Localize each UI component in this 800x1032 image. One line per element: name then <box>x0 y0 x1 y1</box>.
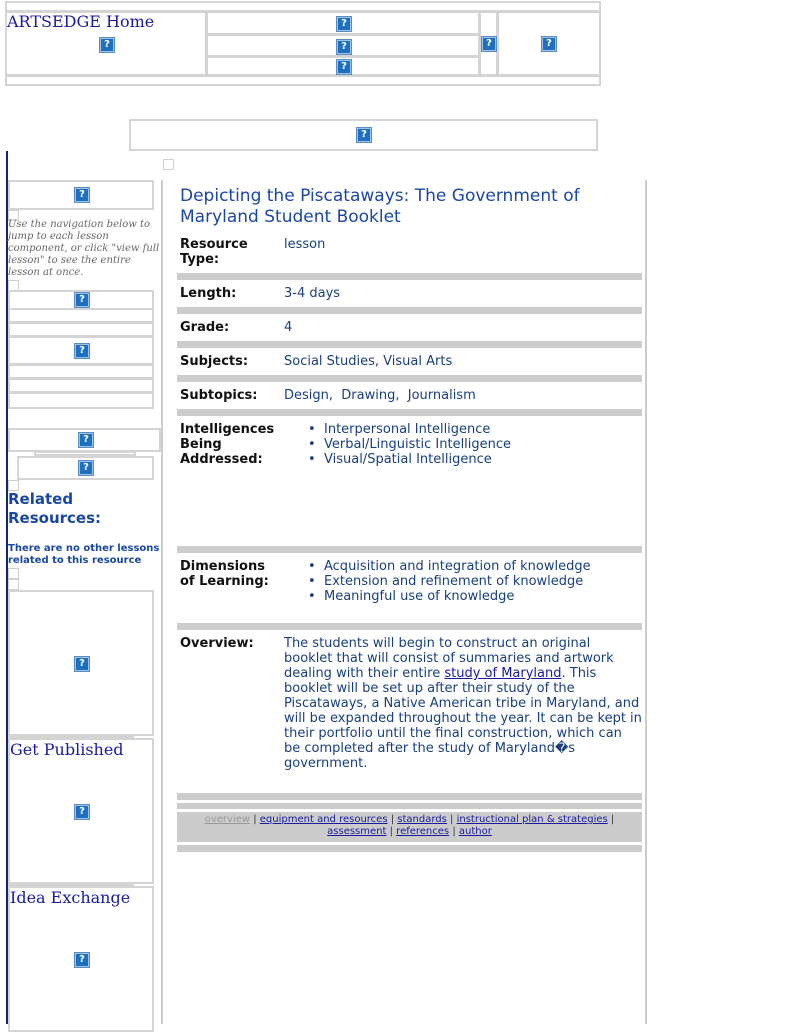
get-published-link[interactable]: Get Published <box>10 740 124 759</box>
view-full-lesson-icon[interactable]: ? <box>75 188 89 202</box>
sidebar-button-icon-2[interactable]: ? <box>79 461 93 475</box>
sidebar-button-box-2 <box>17 456 154 480</box>
artsedge-home-link[interactable]: ARTSEDGE Home <box>7 12 155 31</box>
get-published-box <box>8 738 154 884</box>
overview-label: Overview: <box>180 636 254 651</box>
header-nav-cell-2 <box>206 34 480 57</box>
banner-box <box>129 119 598 151</box>
resource-type-label: Resource Type: <box>180 237 248 267</box>
resource-type-value: lesson <box>284 237 326 252</box>
sidebar-button-box-1 <box>8 428 161 452</box>
lesson-nav-icon-2[interactable]: ? <box>75 344 89 358</box>
intelligences-label: Intelligences Being Addressed: <box>180 422 275 467</box>
dimensions-label: Dimensions of Learning: <box>180 559 269 589</box>
sidebar-promo-box <box>8 590 154 736</box>
row-separator <box>177 623 642 630</box>
lesson-nav-box-2[interactable] <box>8 308 154 323</box>
idea-exchange-link[interactable]: Idea Exchange <box>10 888 131 907</box>
row-separator <box>177 793 642 800</box>
header-home-cell <box>5 11 207 76</box>
nav-separator: | <box>390 814 395 825</box>
spacer-image <box>163 159 174 170</box>
nav-separator: | <box>610 814 615 825</box>
subtopics-label: Subtopics: <box>180 388 258 403</box>
overview-text <box>284 636 642 771</box>
subjects-label: Subjects: <box>180 354 249 369</box>
row-separator <box>177 375 642 382</box>
nav-image-icon-3[interactable]: ? <box>337 60 351 74</box>
nav-instructions: Use the navigation below to jump to each lesson component, or click "view full lesson" to see the entire lesson at once. <box>8 219 160 278</box>
spacer-image <box>8 579 19 590</box>
banner-image-icon: ? <box>357 128 371 142</box>
nav-standards[interactable]: standards <box>397 814 447 825</box>
header-bottom-strip <box>5 75 601 86</box>
view-full-lesson-box <box>8 180 154 210</box>
content-right-border <box>645 180 647 1024</box>
logo-image-icon[interactable]: ? <box>542 37 556 51</box>
lesson-nav-icon-1[interactable]: ? <box>75 293 89 307</box>
dimension-item: • Extension and refinement of knowledge <box>284 574 591 589</box>
lesson-nav-box-5[interactable] <box>8 364 154 379</box>
nav-separator: | <box>452 826 456 837</box>
related-resources-title: Related Resources: <box>8 490 102 527</box>
lesson-nav-box-3[interactable] <box>8 322 154 337</box>
row-separator <box>177 307 642 314</box>
header-logo-cell <box>497 11 601 76</box>
intelligence-item: • Visual/Spatial Intelligence <box>284 452 511 467</box>
dimension-item: • Acquisition and integration of knowledge <box>284 559 591 574</box>
header-spacer-cell <box>479 11 498 76</box>
sidebar-button-icon-1[interactable]: ? <box>79 433 93 447</box>
home-image-icon[interactable]: ? <box>100 38 114 52</box>
lesson-nav-box-6[interactable] <box>8 378 154 393</box>
subtopics-value: Design, Drawing, Journalism <box>284 388 476 403</box>
nav-separator: | <box>450 814 454 825</box>
length-value: 3-4 days <box>284 286 341 301</box>
lesson-title: Depicting the Piscataways: The Government of Maryland Student Booklet <box>180 186 580 227</box>
nav-image-icon-1[interactable]: ? <box>337 17 351 31</box>
nav-references[interactable]: references <box>396 826 450 837</box>
nav-instructional-plan[interactable]: instructional plan & strategies <box>456 814 608 825</box>
nav-image-icon-2[interactable]: ? <box>337 40 351 54</box>
idea-exchange-box <box>8 886 154 1032</box>
grade-value: 4 <box>284 320 293 335</box>
lesson-nav-box-4 <box>8 336 154 365</box>
row-separator <box>177 409 642 416</box>
overview-text-end: . This booklet will be set up after their study of the Piscataways, a Native American tribe in Maryland, and will be expanded throughout the year. It can be kept in their portfolio until the final construction, which can be completed after the study of Maryland�s government. <box>284 666 642 771</box>
lesson-component-nav <box>177 812 642 842</box>
dimension-item: • Meaningful use of knowledge <box>284 589 591 604</box>
row-separator <box>177 546 642 553</box>
promo-image-icon[interactable]: ? <box>75 657 89 671</box>
length-label: Length: <box>180 286 237 301</box>
spacer-image <box>8 568 19 579</box>
intelligence-item: • Verbal/Linguistic Intelligence <box>284 437 511 452</box>
study-of-maryland-link[interactable]: study of Maryland <box>444 666 562 681</box>
nav-equipment-and-resources[interactable]: equipment and resources <box>259 814 388 825</box>
row-separator <box>177 341 642 348</box>
row-separator <box>177 273 642 280</box>
nav-assessment[interactable]: assessment <box>327 826 387 837</box>
subjects-value: Social Studies, Visual Arts <box>284 354 453 369</box>
overview-text-start: The students will begin to construct an original booklet that will consist of summaries and artwork dealing with their entire <box>284 636 614 681</box>
nav-separator: | <box>253 814 257 825</box>
dimensions-list <box>284 559 591 604</box>
get-published-icon[interactable]: ? <box>75 805 89 819</box>
intelligence-item: • Interpersonal Intelligence <box>284 422 511 437</box>
sidebar-right-border <box>161 180 163 1024</box>
header-nav-cell-3 <box>206 56 480 76</box>
lesson-nav-box-1 <box>8 290 154 310</box>
idea-exchange-icon[interactable]: ? <box>75 953 89 967</box>
nav-separator: | <box>389 826 393 837</box>
header-nav-cell-1 <box>206 11 480 35</box>
lesson-nav-box-7[interactable] <box>8 392 154 409</box>
nav-author[interactable]: author <box>458 826 492 837</box>
intelligences-list <box>284 422 511 467</box>
related-resources-text: There are no other lessons related to this resource <box>8 543 160 566</box>
nav-overview[interactable]: overview <box>204 814 251 825</box>
row-separator <box>177 803 642 809</box>
spacer-image-icon: ? <box>482 37 496 51</box>
grade-label: Grade: <box>180 320 230 335</box>
row-separator <box>177 845 642 852</box>
